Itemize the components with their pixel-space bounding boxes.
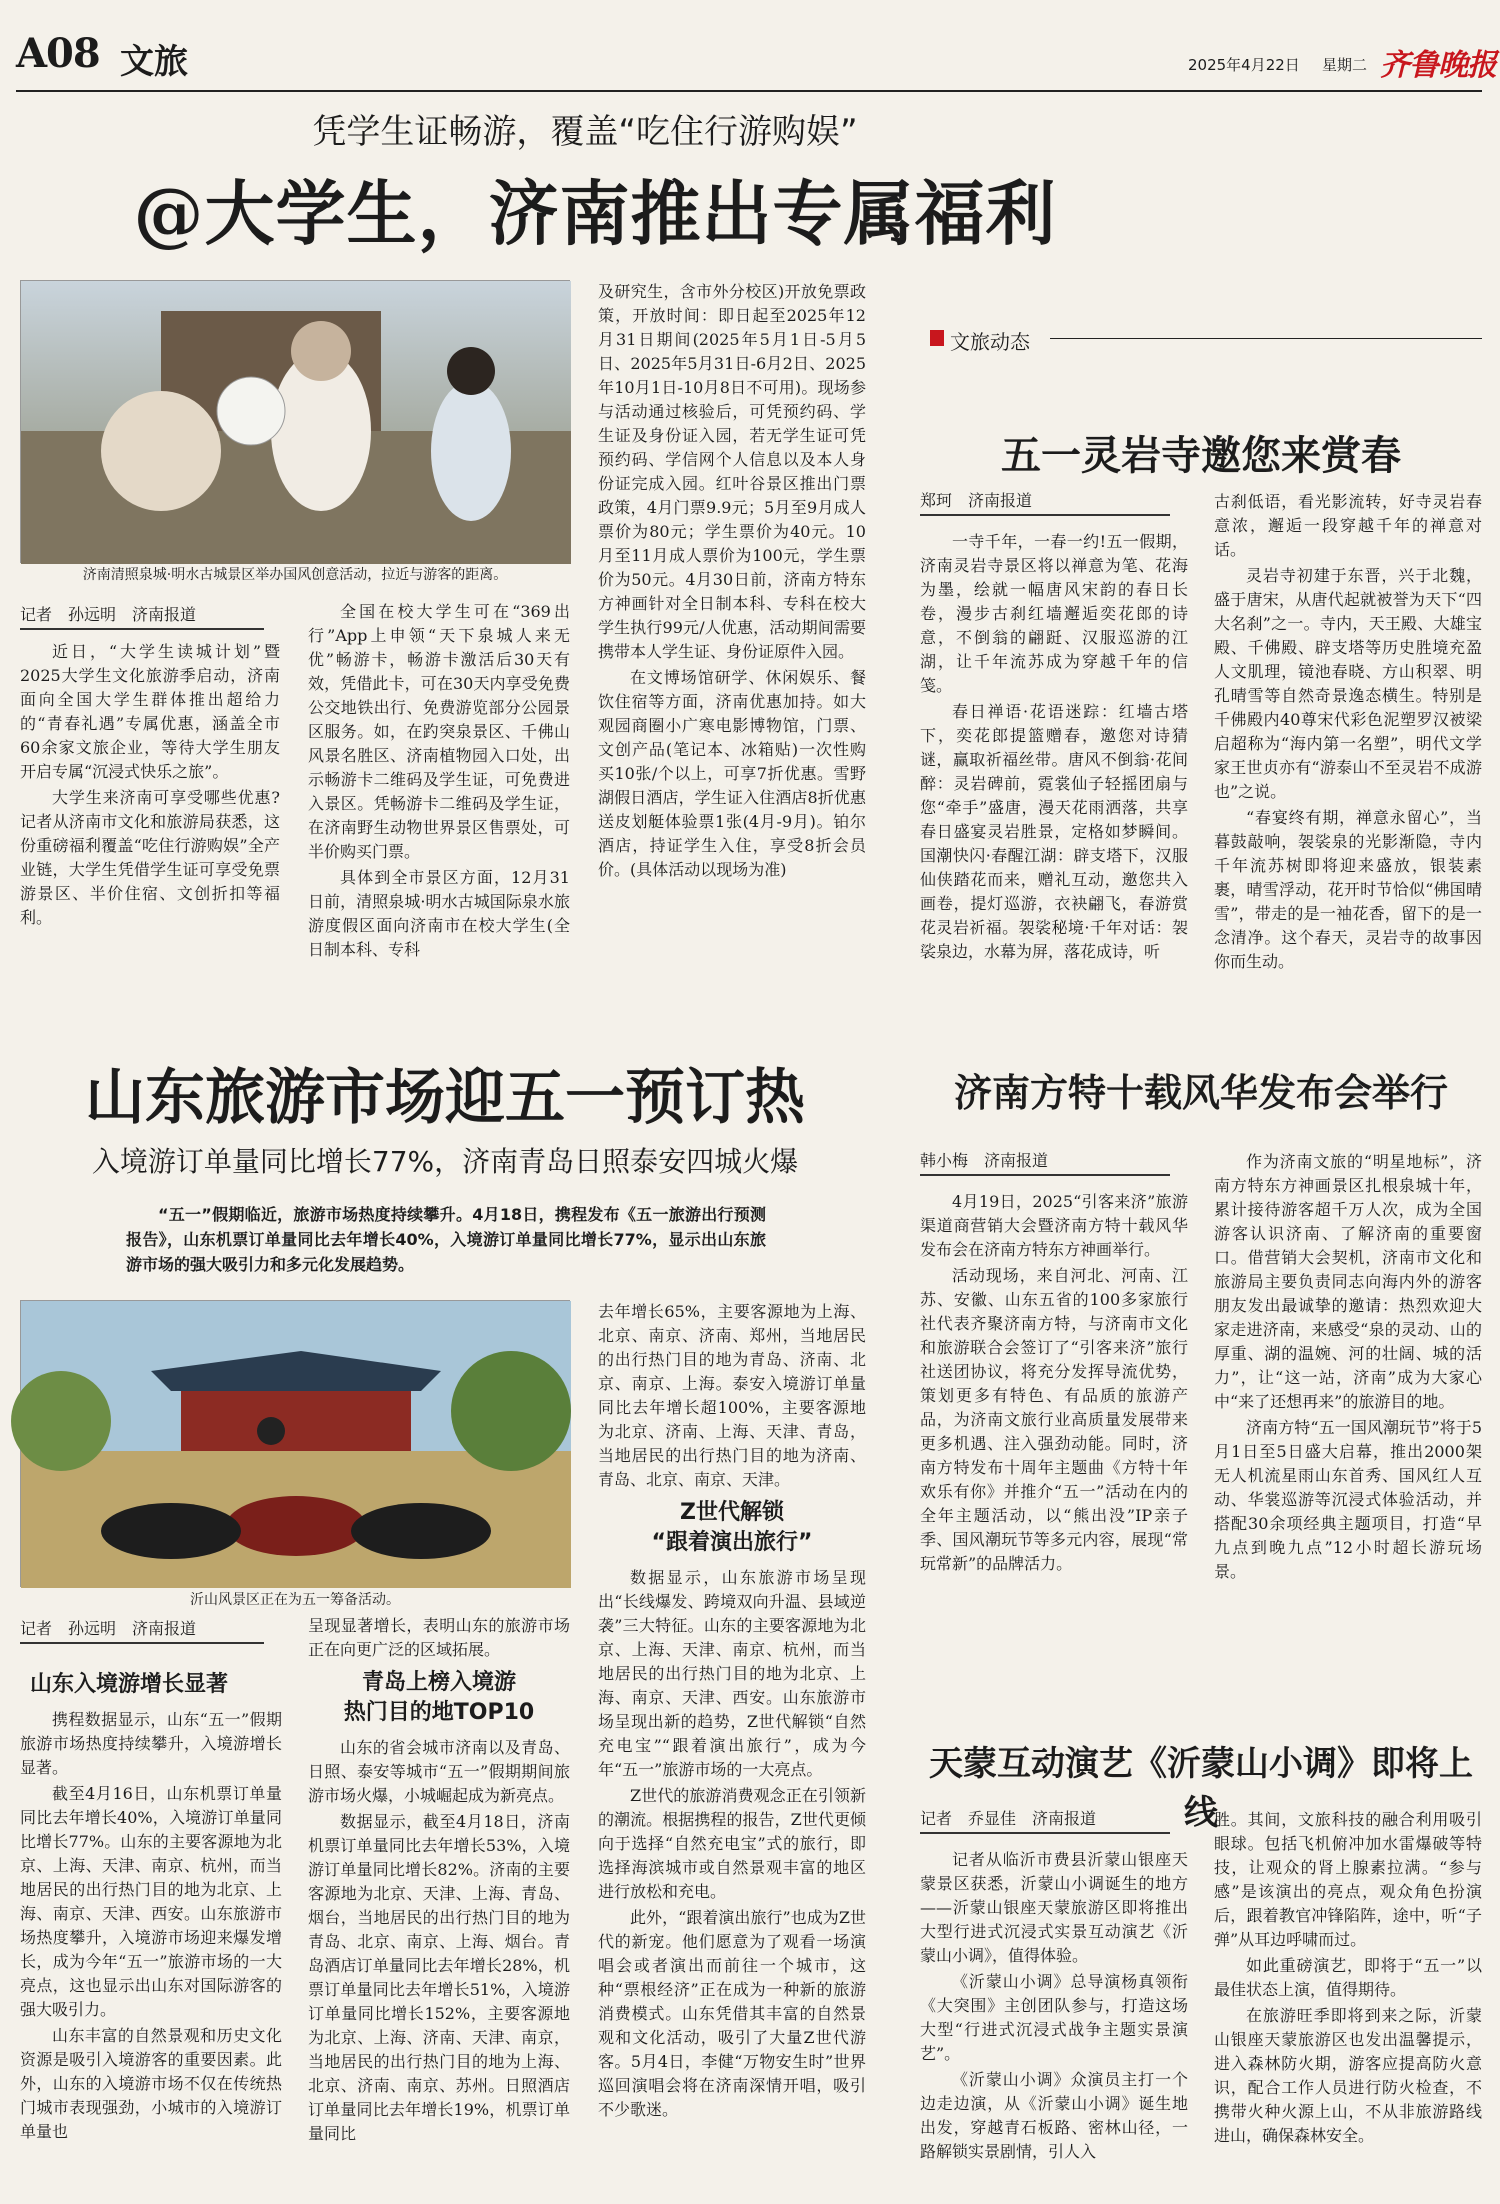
paragraph: 山东的省会城市济南以及青岛、日照、泰安等城市“五一”假期期间旅游市场火爆，小城崛起成为新亮点。 — [308, 1738, 570, 1805]
story4-byline: 韩小梅 济南报道 — [920, 1150, 1170, 1176]
paragraph: 近日，“大学生读城计划”暨2025大学生文化旅游季启动，济南面向全国大学生群体推出超给力的“青春礼遇”专属优惠，涵盖全市60余家文旅企业，等待大学生朋友开启专属“沉浸式快乐之旅”。 — [20, 642, 280, 781]
paragraph: 大学生来济南可享受哪些优惠?记者从济南市文化和旅游局获悉，这份重磅福利覆盖“吃住行游购娱”全产业链，大学生凭借学生证可享受免票游景区、半价住宿、文创折扣等福利。 — [20, 788, 280, 927]
paragraph: 山东丰富的自然景观和历史文化资源是吸引入境游客的重要因素。此外，山东的入境游市场不仅在传统热门城市表现强劲，小城市的入境游订单量也 — [20, 2026, 282, 2141]
paragraph: 在旅游旺季即将到来之际，沂蒙山银座天蒙旅游区也发出温馨提示，进入森林防火期，游客应提高防火意识，配合工作人员进行防火检查，不携带火种火源上山，不从非旅游路线进山，确保森林安全。 — [1214, 2006, 1482, 2145]
story3-byline: 记者 孙远明 济南报道 — [20, 1618, 264, 1644]
story3-title: 山东旅游市场迎五一预订热 — [85, 1063, 805, 1133]
paragraph: 及研究生，含市外分校区)开放免票政策，开放时间：即日起至2025年12月31日期间(2025年5月1日-5月5日、2025年5月31日-6月2日、2025年10月1日-10月8日不可用)。现场参与活动通过核验后，可凭预约码、学生证及身份证入园，若无学生证可凭预约码、学信网个人信息以及本人身份证完成入园。红叶谷景区推出门票政策，4月门票9.9元；5月至9月成人票价为80元；学生票价为40元。10月至11月成人票价为100元，学生票价为50元。4月30日前，济南方特东方神画针对全日制本科、专科在校大学生执行99元/人优惠，活动期间需要携带本人学生证、身份证原件入园。 — [598, 282, 866, 661]
paragraph: 具体到全市景区方面，12月31日前，清照泉城·明水古城国际泉水旅游度假区面向济南市在校大学生(全日制本科、专科 — [308, 868, 570, 959]
paragraph: 灵岩寺初建于东晋，兴于北魏，盛于唐宋，从唐代起就被誉为天下“四大名刹”之一。寺内，天王殿、大雄宝殿、千佛殿、辟支塔等历史胜境充盈人文肌理，镜池春晓、方山积翠、明孔晴雪等自然奇景逸态横生。特别是千佛殿内40尊宋代彩色泥塑罗汉被梁启超称为“海内第一名塑”，明代文学家王世贞亦有“游泰山不至灵岩不成游也”之说。 — [1214, 566, 1482, 801]
paragraph: 全国在校大学生可在“369出行”App上申领“天下泉城人来无优”畅游卡，畅游卡激活后30天有效，凭借此卡，可在30天内享受免费公交地铁出行、免费游览部分公园景区服务。如，在趵突泉景区、千佛山风景名胜区、济南植物园入口处，出示畅游卡二维码及学生证，可免费进入景区。凭畅游卡二维码及学生证，在济南野生动物世界景区售票处，可半价购买门票。 — [308, 602, 570, 861]
section-tag-marker — [930, 330, 944, 346]
paragraph: 携程数据显示，山东“五一”假期旅游市场热度持续攀升，入境游增长显著。 — [20, 1710, 282, 1777]
paragraph: Z世代的旅游消费观念正在引领新的潮流。根据携程的报告，Z世代更倾向于选择“自然充电宝”式的旅行，即选择海滨城市或自然景观丰富的地区进行放松和充电。 — [598, 1786, 866, 1901]
paragraph: 此外，“跟着演出旅行”也成为Z世代的新宠。他们愿意为了观看一场演唱会或者演出而前往一个城市，这种“票根经济”正在成为一种新的旅游消费模式。山东凭借其丰富的自然景观和文化活动，吸引了大量Z世代游客。5月4日，李健“万物安生时”世界巡回演唱会将在济南深情开唱，吸引不少歌迷。 — [598, 1908, 866, 2119]
story1-col2 — [308, 600, 570, 959]
story3-photo — [20, 1300, 570, 1587]
issue-weekday: 星期二 — [1322, 56, 1368, 74]
subhead-top10: 青岛上榜入境游 热门目的地TOP10 — [343, 1670, 535, 1725]
story5-title: 天蒙互动演艺《沂蒙山小调》即将上线 — [929, 1744, 1473, 1833]
paragraph: 截至4月16日，山东机票订单量同比去年增长40%，入境游订单量同比增长77%。山东的主要客源地为北京、上海、天津、南京、杭州，而当地居民的出行热门目的地为北京、上海、南京、天津、西安。山东旅游市场热度攀升，入境游市场迎来爆发增长，成为今年“五一”旅游市场的一大亮点，这也显示出山东对国际游客的强大吸引力。 — [20, 1784, 282, 2019]
story5-col2 — [1214, 1808, 1482, 2194]
story1-byline: 记者 孙远明 济南报道 — [20, 604, 264, 630]
masthead-rule — [16, 90, 1482, 92]
story4-col1 — [920, 1190, 1188, 1650]
section-name: 文旅 — [120, 42, 188, 82]
story2-col2 — [1214, 490, 1482, 971]
paragraph: 呈现显著增长，表明山东的旅游市场正在向更广泛的区域拓展。 — [308, 1616, 570, 1659]
paragraph: 《沂蒙山小调》众演员主打一个边走边演，从《沂蒙山小调》诞生地出发，穿越青石板路、密林山径，一路解锁实景剧情，引人入 — [920, 2070, 1188, 2161]
page-number: A08 — [16, 30, 100, 77]
story1-photo-caption: 济南清照泉城·明水古城景区举办国风创意活动，拉近与游客的距离。 — [82, 567, 508, 583]
story2-col1 — [920, 530, 1188, 961]
story5-col1 — [920, 1848, 1188, 2194]
paragraph: 胜。其间，文旅科技的融合利用吸引眼球。包括飞机俯冲加水雷爆破等特技，让观众的肾上腺素拉满。“参与感”是该演出的亮点，观众角色扮演后，跟着教官冲锋陷阵，途中，听“子弹”从耳边呼啸而过。 — [1214, 1810, 1482, 1949]
paragraph: 去年增长65%，主要客源地为上海、北京、南京、济南、郑州，当地居民的出行热门目的地为青岛、济南、北京、南京、上海。泰安入境游订单量同比去年增长超100%，主要客源地为北京、济南、上海、天津、青岛，当地居民的出行热门目的地为济南、青岛、北京、南京、天津。 — [598, 1302, 866, 1489]
section-tag: 文旅动态 — [950, 330, 1030, 354]
story2-title: 五一灵岩寺邀您来赏春 — [1001, 432, 1401, 479]
paragraph: 4月19日，2025“引客来济”旅游渠道商营销大会暨济南方特十载风华发布会在济南方特东方神画举行。 — [920, 1192, 1188, 1259]
story3-subtitle: 入境游订单量同比增长77%，济南青岛日照泰安四城火爆 — [91, 1145, 799, 1178]
paragraph: 数据显示，截至4月18日，济南机票订单量同比去年增长53%，入境游订单量同比增长82%。济南的主要客源地为北京、天津、上海、青岛、烟台，当地居民的出行热门目的地为青岛、北京、南京、上海、烟台。青岛酒店订单量同比去年增长28%，机票订单量同比去年增长51%，入境游订单量同比增长152%，主要客源地为北京、上海、济南、天津、南京，当地居民的出行热门目的地为上海、北京、济南、南京、苏州。日照酒店订单量同比去年增长19%，机票订单量同比 — [308, 1812, 570, 2143]
story5-byline: 记者 乔显佳 济南报道 — [920, 1808, 1170, 1834]
story1-col1 — [20, 640, 280, 940]
paragraph: 春日禅语·花语迷踪：红墙古塔下，奕花郎提篮赠春，邀您对诗猜谜，赢取祈福丝带。唐风不倒翁·花间醉：灵岩碑前，霓裳仙子轻摇团扇与您“牵手”盛唐，漫天花雨洒落，共享春日盛宴灵岩胜景，定格如梦瞬间。国潮快闪·春醒江湖：辟支塔下，汉服仙侠踏花而来，赠礼互动，邀您共入画卷，提灯巡游，衣袂翩飞，春游赏花灵岩祈福。袈裟秘境·千年对话：袈裟泉边，水幕为屏，落花成诗，听 — [920, 702, 1188, 961]
paragraph: 古刹低语，看光影流转，好寺灵岩春意浓，邂逅一段穿越千年的禅意对话。 — [1214, 492, 1482, 559]
story2-byline: 郑珂 济南报道 — [920, 490, 1170, 516]
story1-title: @大学生，济南推出专属福利 — [133, 172, 1057, 255]
issue-date: 2025年4月22日 — [1188, 56, 1300, 74]
story3-lead: “五一”假期临近，旅游市场热度持续攀升。4月18日，携程发布《五一旅游出行预测报告》，山东机票订单量同比去年增长40%，入境游订单量同比增长77%，显示出山东旅游市场的强大吸引力和多元化发展趋势。 — [126, 1205, 766, 1274]
paragraph: 数据显示，山东旅游市场呈现出“长线爆发、跨境双向升温、县域逆袭”三大特征。山东的主要客源地为北京、上海、天津、南京、杭州，而当地居民的出行热门目的地为北京、上海、南京、天津、西安。山东旅游市场呈现出新的趋势，Z世代解锁“自然充电宝”“跟着演出旅行”，成为今年“五一”旅游市场的一大亮点。 — [598, 1568, 866, 1779]
paragraph: 在文博场馆研学、休闲娱乐、餐饮住宿等方面，济南优惠加持。如大观园商圈小广寒电影博物馆，门票、文创产品(笔记本、冰箱贴)一次性购买10张/个以上，可享7折优惠。雪野湖假日酒店，学生证入住酒店8折优惠送皮划艇体验票1张(4月-9月)。铂尔酒店，持证学生入住，享受8折会员价。(具体活动以现场为准) — [598, 668, 866, 879]
paragraph: 一寺千年，一春一约!五一假期，济南灵岩寺景区将以禅意为笔、花海为墨，绘就一幅唐风宋韵的春日长卷，漫步古刹红墙邂逅奕花郎的诗意，不倒翁的翩跹、汉服巡游的江湖，让千年流苏成为穿越千年的信笺。 — [920, 532, 1188, 695]
story3-col2 — [308, 1614, 570, 2194]
story4-col2 — [1214, 1150, 1482, 1650]
story3-col1 — [20, 1664, 282, 2194]
paragraph: 如此重磅演艺，即将于“五一”以最佳状态上演，值得期待。 — [1214, 1956, 1482, 1999]
paragraph: 济南方特“五一国风潮玩节”将于5月1日至5日盛大启幕，推出2000架无人机流星雨山东首秀、国风红人互动、华裳巡游等沉浸式体验活动，并搭配30余项经典主题项目，打造“早九点到晚九点”12小时超长游玩场景。 — [1214, 1418, 1482, 1581]
paragraph: 记者从临沂市费县沂蒙山银座天蒙景区获悉，沂蒙山小调诞生的地方——沂蒙山银座天蒙旅游区即将推出大型行进式沉浸式实景互动演艺《沂蒙山小调》，值得体验。 — [920, 1850, 1188, 1965]
paragraph: 《沂蒙山小调》总导演杨真领衔《大突围》主创团队参与，打造这场大型“行进式沉浸式战争主题实景演艺”。 — [920, 1972, 1188, 2063]
story1-col3 — [598, 280, 866, 940]
subhead-genz: Z世代解锁 “跟着演出旅行” — [651, 1500, 813, 1555]
paragraph: 作为济南文旅的“明星地标”，济南方特东方神画景区扎根泉城十年，累计接待游客超千万人次，成为全国游客认识济南、了解济南的重要窗口。借营销大会契机，济南市文化和旅游局主要负责同志向海内外的游客朋友发出最诚挚的邀请：热烈欢迎大家走进济南，来感受“泉的灵动、山的厚重、湖的温婉、河的壮阔、城的活力”，让“这一站，济南”成为大家心中“来了还想再来”的旅游目的地。 — [1214, 1152, 1482, 1411]
story4-title: 济南方特十载风华发布会举行 — [953, 1070, 1448, 1115]
paragraph: “春宴终有期，禅意永留心”，当暮鼓敲响，袈裟泉的光影渐隐，寺内千年流苏树即将迎来盛放，银装素裹，晴雪浮动，花开时节恰似“佛国晴雪”，带走的是一袖花香，留下的是一念清净。这个春天，灵岩寺的故事因你而生动。 — [1214, 808, 1482, 971]
story3-col3 — [598, 1300, 866, 2194]
paragraph: 活动现场，来自河北、河南、江苏、安徽、山东五省的100多家旅行社代表齐聚济南方特，与济南市文化和旅游联合会签订了“引客来济”旅行社送团协议，将充分发挥导流优势，策划更多有特色、有品质的旅游产品，为济南文旅行业高质量发展带来更多机遇、注入强劲动能。同时，济南方特发布十周年主题曲《方特十年欢乐有你》并推介“五一”活动在内的全年主题活动，以“熊出没”IP亲子季、国风潮玩节等多元内容，展现“常玩常新”的品牌活力。 — [920, 1266, 1188, 1573]
story1-subtitle: 凭学生证畅游，覆盖“吃住行游购娱” — [312, 112, 858, 152]
section-tag-rule — [1050, 338, 1482, 339]
story1-photo — [20, 280, 570, 563]
subhead-inbound: 山东入境游增长显著 — [30, 1672, 229, 1697]
story3-photo-caption: 沂山风景区正在为五一筹备活动。 — [190, 1592, 400, 1608]
newspaper-logo: 齐鲁晚报 — [1380, 48, 1496, 83]
